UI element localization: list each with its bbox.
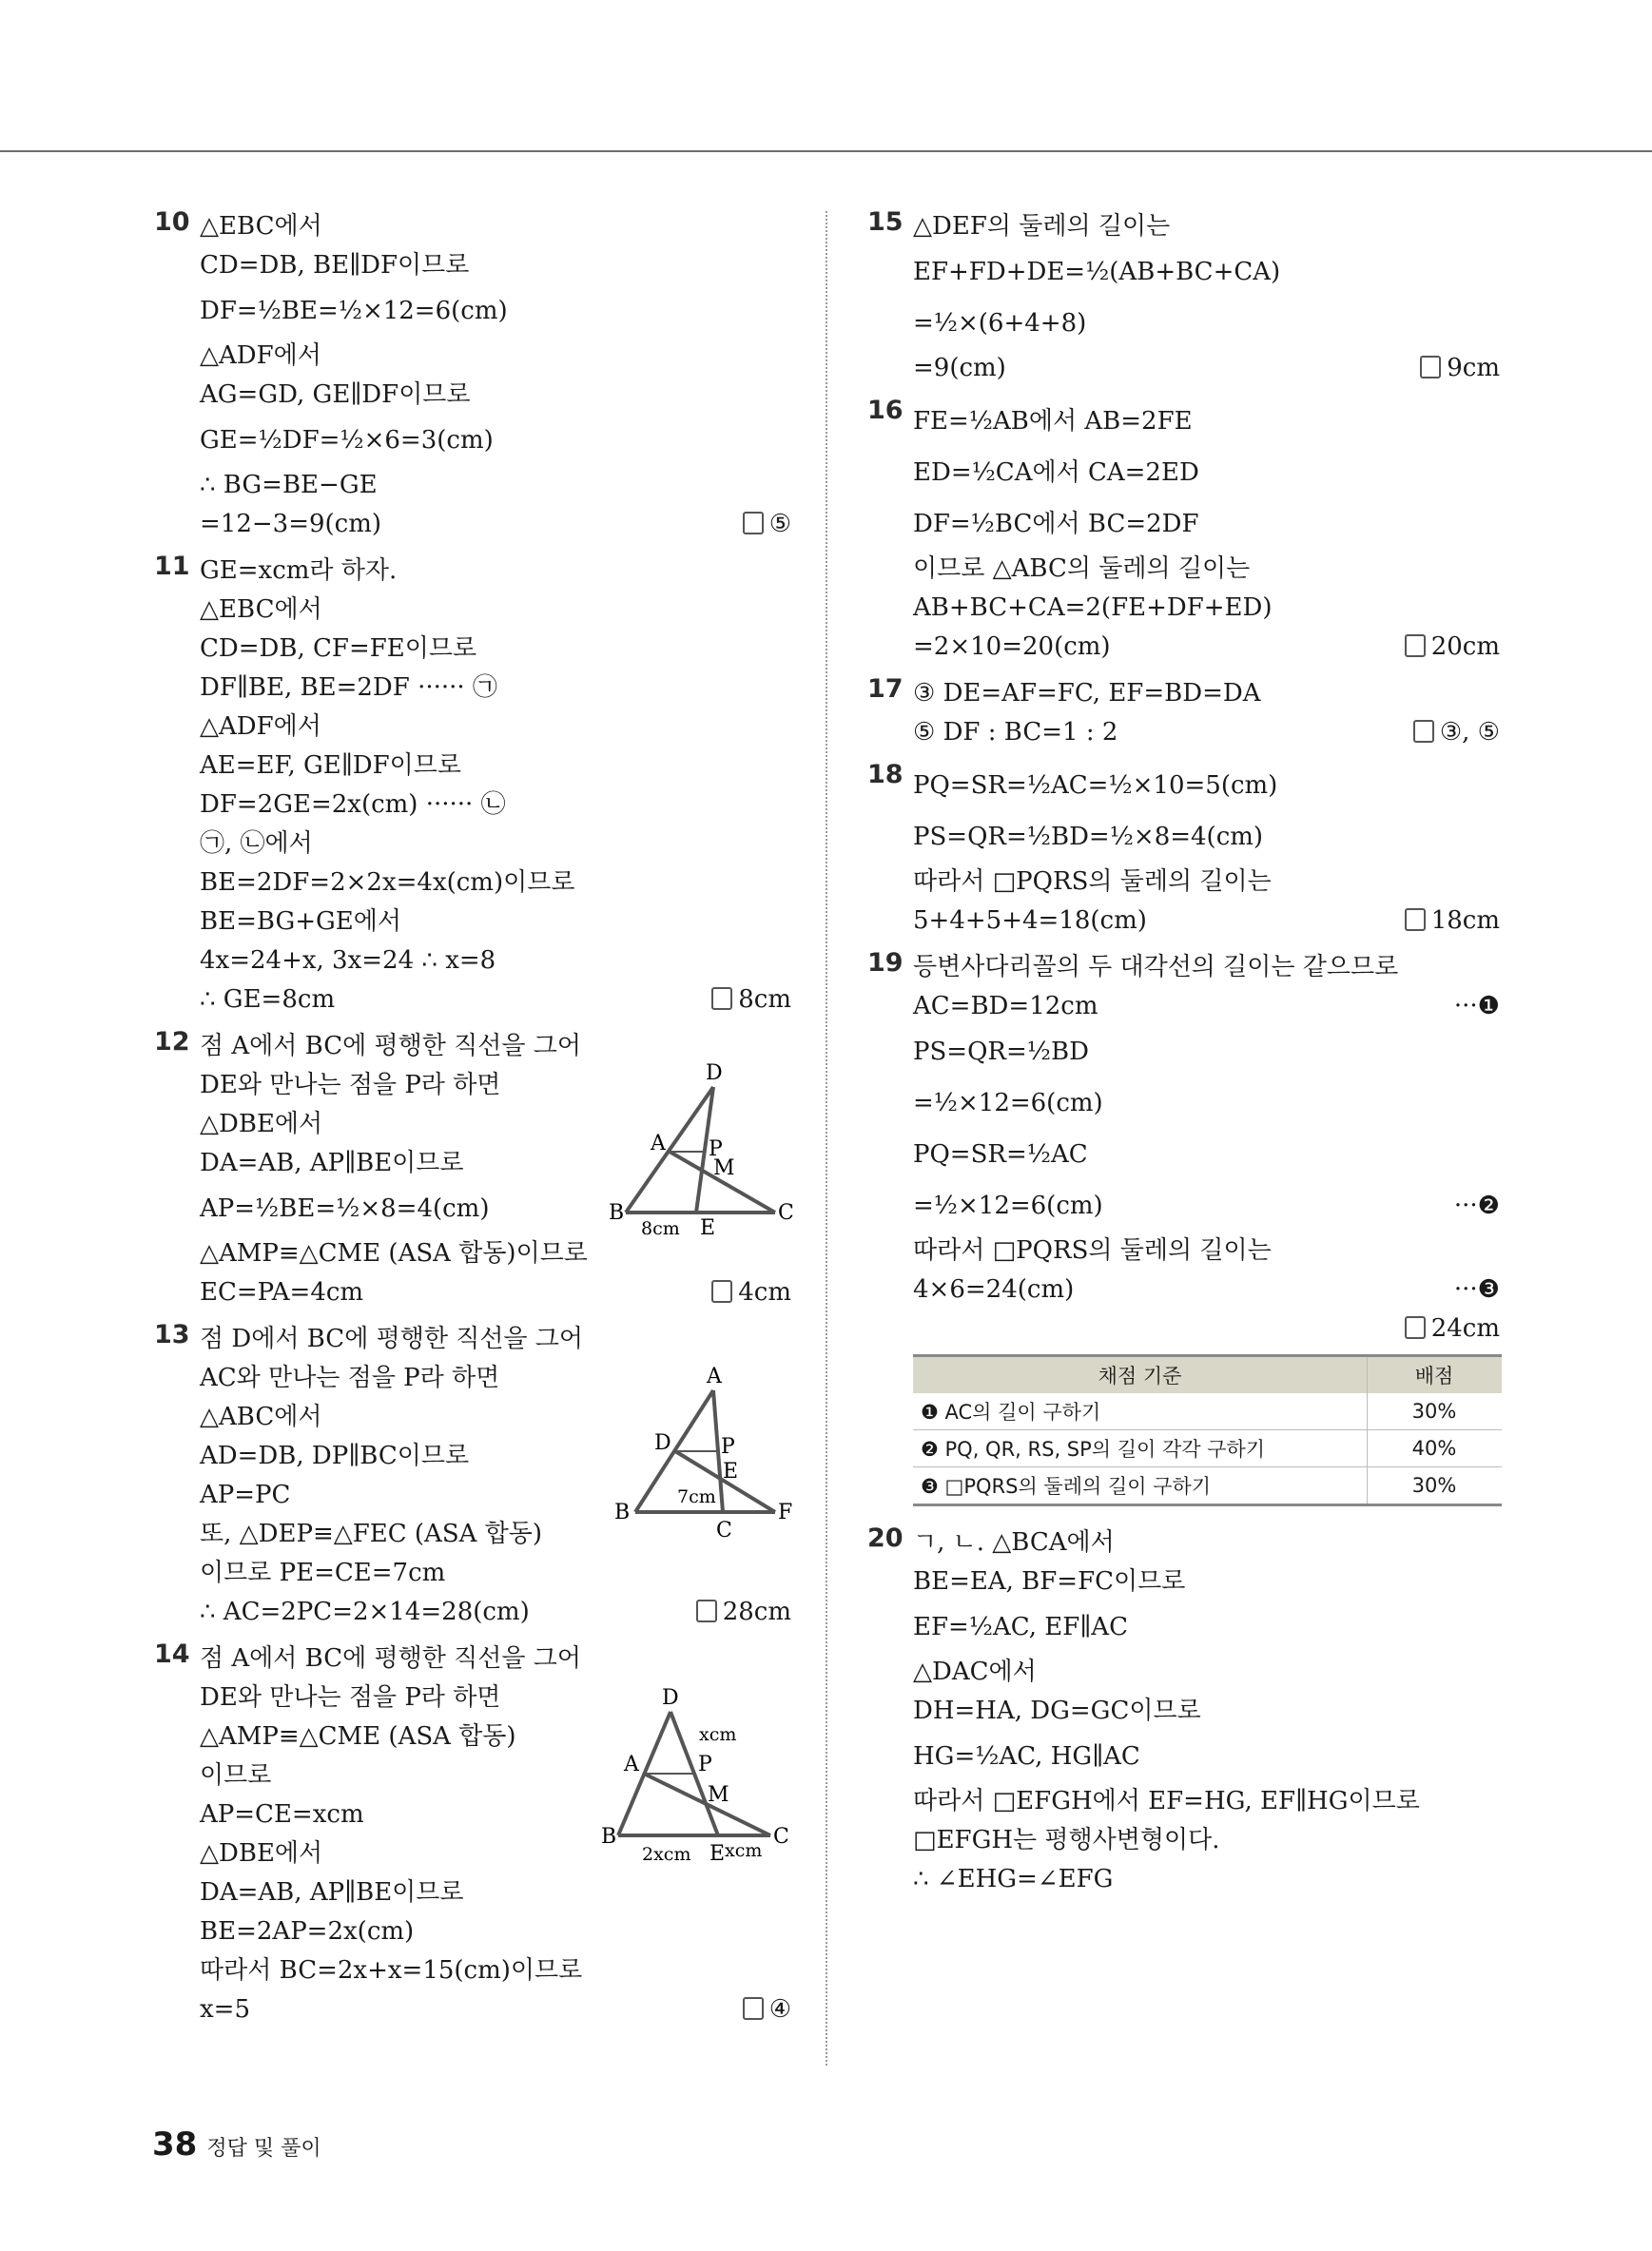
rubric-cell: 40% xyxy=(1368,1430,1503,1467)
answer xyxy=(1420,349,1500,388)
answer-value: ⑤ xyxy=(768,510,791,538)
figure-problem-13 xyxy=(609,1360,799,1550)
solution-text: △DEF의 둘레의 길이는 xyxy=(913,212,1171,241)
problem-number: 11 xyxy=(154,552,190,581)
solution-line xyxy=(913,1562,1500,1601)
answer-box-icon xyxy=(1405,634,1426,657)
answer xyxy=(1405,628,1500,667)
solution-line xyxy=(913,349,1500,388)
right-column xyxy=(867,207,1500,1907)
solution-text: EC=PA=4cm xyxy=(200,1278,364,1307)
solution-text: HG=½AC, HG∥AC xyxy=(913,1742,1140,1771)
solution-text: =12−3=9(cm) xyxy=(200,510,382,538)
solution-text: =2×10=20(cm) xyxy=(913,632,1111,661)
solution-text: BE=2DF=2×2x=4x(cm)이므로 xyxy=(200,868,575,897)
solution-line xyxy=(913,902,1500,941)
solution-text: =½×(6+4+8) xyxy=(913,309,1087,338)
problem-number: 20 xyxy=(867,1523,904,1553)
solution-text: 따라서 □PQRS의 둘레의 길이는 xyxy=(913,1236,1272,1265)
fig13-label-E: E xyxy=(723,1460,739,1484)
fig14-label-xcm-top: xcm xyxy=(699,1724,737,1745)
solution-line xyxy=(913,1782,1500,1821)
answer xyxy=(743,505,791,544)
problem-number: 13 xyxy=(154,1320,190,1349)
solution-text: 4×6=24(cm) xyxy=(913,1275,1075,1304)
answer-box-icon xyxy=(711,1280,732,1303)
answer-box-icon xyxy=(743,512,764,534)
figure-problem-12 xyxy=(609,1060,799,1251)
answer-value: ③, ⑤ xyxy=(1439,718,1500,747)
step-marker: ···❷ xyxy=(1453,1192,1500,1220)
solution-line xyxy=(200,825,791,864)
answer-value: ④ xyxy=(768,1995,791,2024)
solution-text: AP=½BE=½×8=4(cm) xyxy=(200,1194,490,1223)
problem-number: 12 xyxy=(154,1027,190,1057)
solution-text: ∴ BG=BE−GE xyxy=(200,471,378,499)
answer-box-icon xyxy=(1420,356,1441,378)
solution-line xyxy=(913,589,1500,628)
footer-label: 정답 및 풀이 xyxy=(206,2137,321,2161)
answer-value: 28cm xyxy=(722,1598,791,1626)
solution-text: ㉠, ㉡에서 xyxy=(200,829,313,858)
solution-text: PS=QR=½BD xyxy=(913,1038,1089,1066)
fig12-label-D: D xyxy=(706,1061,723,1085)
fig14-label-C: C xyxy=(773,1825,789,1849)
solution-line xyxy=(913,760,1500,811)
answer-value: 18cm xyxy=(1430,906,1500,935)
solution-line xyxy=(200,786,791,825)
answer-box-icon xyxy=(711,987,732,1010)
answer-value: 24cm xyxy=(1430,1314,1500,1343)
solution-text: =½×12=6(cm) xyxy=(913,1089,1103,1117)
problem-19 xyxy=(867,948,1500,1506)
solution-text: CD=DB, CF=FE이므로 xyxy=(200,634,477,663)
page-number: 38 xyxy=(152,2125,198,2164)
answer xyxy=(1413,713,1500,752)
problem-15 xyxy=(867,207,1500,388)
answer xyxy=(1405,1310,1500,1349)
solution-line xyxy=(200,902,791,941)
fig14-label-D: D xyxy=(662,1686,679,1710)
solution-text: △AMP≡△CME (ASA 합동)이므로 xyxy=(200,1239,588,1268)
solution-line xyxy=(913,1692,1500,1731)
problem-number: 14 xyxy=(154,1640,190,1669)
scoring-rubric-table xyxy=(913,1354,1502,1506)
solution-text: 점 D에서 BC에 평행한 직선을 그어 xyxy=(200,1325,584,1353)
solution-line xyxy=(200,708,791,747)
solution-text: DH=HA, DG=GC이므로 xyxy=(913,1697,1201,1725)
solution-text: ∴ GE=8cm xyxy=(200,985,336,1014)
solution-line xyxy=(913,863,1500,902)
problem-number: 18 xyxy=(867,760,904,789)
solution-line xyxy=(913,1232,1500,1271)
solution-line xyxy=(200,864,791,902)
solution-text: □EFGH는 평행사변형이다. xyxy=(913,1826,1220,1854)
solution-text: DA=AB, AP∥BE이므로 xyxy=(200,1149,464,1177)
solution-line xyxy=(200,1873,791,1912)
solution-line xyxy=(200,337,791,376)
fig14-label-B: B xyxy=(601,1825,617,1849)
solution-line xyxy=(913,1026,1500,1077)
solution-text: DA=AB, AP∥BE이므로 xyxy=(200,1878,464,1907)
problem-10 xyxy=(154,207,791,544)
solution-text: ∴ ∠EHG=∠EFG xyxy=(913,1865,1114,1893)
fig14-label-M: M xyxy=(708,1783,729,1807)
rubric-cell: 30% xyxy=(1368,1393,1503,1430)
solution-line xyxy=(913,1523,1500,1562)
solution-text: ③ DE=AF=FC, EF=BD=DA xyxy=(913,679,1261,708)
problem-18 xyxy=(867,760,1500,941)
fig12-label-C: C xyxy=(778,1201,794,1225)
solution-text: =½×12=6(cm) xyxy=(913,1192,1103,1220)
solution-line xyxy=(913,987,1500,1026)
solution-line xyxy=(200,1912,791,1951)
solution-line xyxy=(913,396,1500,447)
solution-text: CD=DB, BE∥DF이므로 xyxy=(200,251,470,280)
answer-value: 8cm xyxy=(738,985,791,1014)
solution-text: △AMP≡△CME (ASA 합동) xyxy=(200,1722,516,1751)
solution-line xyxy=(200,552,791,591)
problem-17 xyxy=(867,674,1500,752)
solution-line xyxy=(200,1554,791,1593)
solution-line xyxy=(200,207,791,246)
solution-text: △DBE에서 xyxy=(200,1839,323,1868)
solution-line xyxy=(913,447,1500,498)
solution-line xyxy=(913,713,1500,752)
solution-line xyxy=(200,246,791,285)
fig14-label-A: A xyxy=(624,1753,639,1776)
solution-text: 이므로 △ABC의 둘레의 길이는 xyxy=(913,554,1251,583)
solution-text: AG=GD, GE∥DF이므로 xyxy=(200,380,471,409)
solution-text: AC=BD=12cm xyxy=(913,992,1098,1020)
solution-text: AD=DB, DP∥BC이므로 xyxy=(200,1442,470,1470)
fig14-label-E: E xyxy=(709,1842,726,1866)
fig13-label-C: C xyxy=(716,1519,732,1543)
solution-line xyxy=(200,980,791,1019)
rubric-cell: ❷ PQ, QR, RS, SP의 길이 각각 구하기 xyxy=(913,1430,1368,1467)
fig12-label-M: M xyxy=(713,1156,735,1180)
fig12-label-A: A xyxy=(651,1132,666,1155)
solution-text: DF∥BE, BE=2DF ······ ㉠ xyxy=(200,673,497,702)
rubric-cell: ❸ □PQRS의 둘레의 길이 구하기 xyxy=(913,1467,1368,1505)
problem-number: 10 xyxy=(154,207,190,237)
solution-text: DF=½BE=½×12=6(cm) xyxy=(200,297,508,325)
fig14-label-2xcm: 2xcm xyxy=(642,1844,691,1865)
solution-text: BE=2AP=2x(cm) xyxy=(200,1917,415,1946)
solution-line xyxy=(200,1990,791,2029)
solution-line xyxy=(913,674,1500,713)
solution-line xyxy=(913,1129,1500,1180)
problem-number: 19 xyxy=(867,948,904,978)
solution-line xyxy=(913,948,1500,987)
fig13-label-F: F xyxy=(778,1501,793,1524)
answer-value: 20cm xyxy=(1430,632,1500,661)
answer-box-icon xyxy=(696,1600,717,1622)
solution-line xyxy=(913,628,1500,667)
solution-text: 이므로 PE=CE=7cm xyxy=(200,1559,446,1587)
solution-text: ㄱ, ㄴ. △BCA에서 xyxy=(913,1528,1115,1557)
fig12-label-B: B xyxy=(609,1201,625,1225)
solution-line xyxy=(913,1180,1500,1232)
table-row xyxy=(913,1467,1502,1505)
fig12-label-8cm: 8cm xyxy=(641,1218,680,1239)
solution-line xyxy=(200,1640,791,1679)
solution-line xyxy=(200,630,791,669)
solution-text: DF=½BC에서 BC=2DF xyxy=(913,510,1199,538)
answer xyxy=(743,1990,791,2029)
solution-text: AC와 만나는 점을 P라 하면 xyxy=(200,1364,500,1392)
fig13-label-D: D xyxy=(654,1431,671,1455)
solution-line xyxy=(200,1951,791,1990)
solution-text: x=5 xyxy=(200,1995,250,2024)
solution-line xyxy=(913,1860,1500,1899)
solution-line xyxy=(913,246,1500,298)
solution-text: 4x=24+x, 3x=24 ∴ x=8 xyxy=(200,946,496,975)
fig12-label-E: E xyxy=(700,1216,716,1240)
solution-line xyxy=(913,498,1500,550)
solution-text: AP=CE=xcm xyxy=(200,1800,364,1829)
solution-text: DF=2GE=2x(cm) ······ ㉡ xyxy=(200,790,506,819)
solution-line xyxy=(200,415,791,466)
solution-text: AB+BC+CA=2(FE+DF+ED) xyxy=(913,593,1273,622)
solution-text: EF=½AC, EF∥AC xyxy=(913,1613,1128,1641)
solution-text: △EBC에서 xyxy=(200,595,322,624)
solution-text: BE=EA, BF=FC이므로 xyxy=(913,1567,1186,1596)
solution-line xyxy=(913,1821,1500,1860)
answer-box-icon xyxy=(743,1997,764,2020)
table-row xyxy=(913,1393,1502,1430)
answer-value: 4cm xyxy=(738,1278,791,1307)
solution-text: △DBE에서 xyxy=(200,1110,323,1138)
answer-box-icon xyxy=(1413,720,1434,743)
problem-20 xyxy=(867,1523,1500,1899)
problem-number: 17 xyxy=(867,674,904,704)
solution-text: PQ=SR=½AC xyxy=(913,1140,1088,1169)
solution-text: GE=xcm라 하자. xyxy=(200,556,398,585)
fig13-label-P: P xyxy=(721,1435,735,1459)
rubric-cell: 30% xyxy=(1368,1467,1503,1505)
fig13-label-7cm: 7cm xyxy=(677,1486,716,1507)
solution-text: ⑤ DF : BC=1 : 2 xyxy=(913,718,1118,747)
solution-line xyxy=(200,1320,791,1359)
solution-line xyxy=(913,550,1500,589)
solution-text: △DAC에서 xyxy=(913,1658,1037,1686)
fig14-label-P: P xyxy=(698,1753,712,1776)
solution-text: EF+FD+DE=½(AB+BC+CA) xyxy=(913,258,1281,286)
solution-text: 또, △DEP≡△FEC (ASA 합동) xyxy=(200,1520,543,1548)
fig13-label-B: B xyxy=(614,1501,631,1524)
answer xyxy=(696,1593,791,1632)
rubric-header: 채점 기준 xyxy=(913,1356,1368,1394)
answer-value: 9cm xyxy=(1447,354,1500,382)
column-divider xyxy=(826,211,827,2066)
solution-line xyxy=(200,941,791,980)
answer xyxy=(1405,902,1500,941)
solution-line xyxy=(200,505,791,544)
fig14-label-xcm-bottom: xcm xyxy=(725,1840,763,1861)
solution-text: △ABC에서 xyxy=(200,1403,322,1431)
solution-text: AE=EF, GE∥DF이므로 xyxy=(200,751,462,780)
table-row xyxy=(913,1430,1502,1467)
solution-text: AP=PC xyxy=(200,1481,291,1509)
solution-line xyxy=(200,1273,791,1312)
answer-box-icon xyxy=(1405,1316,1426,1339)
solution-line xyxy=(913,207,1500,246)
solution-line xyxy=(913,1601,1500,1653)
figure-problem-14 xyxy=(599,1683,804,1873)
solution-line xyxy=(200,747,791,786)
solution-text: △EBC에서 xyxy=(200,212,322,241)
answer xyxy=(711,1273,791,1312)
solution-text: FE=½AB에서 AB=2FE xyxy=(913,407,1193,436)
solution-line xyxy=(913,1731,1500,1782)
problem-number: 15 xyxy=(867,207,904,237)
solution-line xyxy=(200,591,791,630)
solution-text: DE와 만나는 점을 P라 하면 xyxy=(200,1071,501,1099)
rubric-cell: ❶ AC의 길이 구하기 xyxy=(913,1393,1368,1430)
problem-16 xyxy=(867,396,1500,667)
solution-line xyxy=(200,285,791,337)
header-rule xyxy=(0,150,1652,152)
page-footer xyxy=(152,2125,321,2164)
solution-text: =9(cm) xyxy=(913,354,1006,382)
solution-line xyxy=(913,811,1500,863)
problem-number: 16 xyxy=(867,396,904,425)
solution-line xyxy=(200,1593,791,1632)
solution-text: 이므로 xyxy=(200,1761,272,1790)
fig13-label-A: A xyxy=(707,1365,722,1388)
solution-line xyxy=(913,1310,1500,1349)
rubric-header: 배점 xyxy=(1368,1356,1503,1394)
solution-text: 점 A에서 BC에 평행한 직선을 그어 xyxy=(200,1032,581,1060)
solution-line xyxy=(913,1077,1500,1129)
solution-text: 따라서 □EFGH에서 EF=HG, EF∥HG이므로 xyxy=(913,1787,1420,1815)
solution-line xyxy=(200,669,791,708)
solution-text: DE와 만나는 점을 P라 하면 xyxy=(200,1683,501,1712)
solution-text: PQ=SR=½AC=½×10=5(cm) xyxy=(913,771,1278,800)
solution-line xyxy=(200,466,791,505)
fig12-label-P: P xyxy=(709,1137,723,1161)
solution-text: 점 A에서 BC에 평행한 직선을 그어 xyxy=(200,1644,581,1673)
solution-text: GE=½DF=½×6=3(cm) xyxy=(200,426,494,455)
solution-text: 5+4+5+4=18(cm) xyxy=(913,906,1147,935)
solution-text: ∴ AC=2PC=2×14=28(cm) xyxy=(200,1598,530,1626)
solution-line xyxy=(913,1653,1500,1692)
solution-line xyxy=(913,1271,1500,1310)
step-marker: ···❶ xyxy=(1453,992,1500,1020)
solution-text: 따라서 □PQRS의 둘레의 길이는 xyxy=(913,867,1272,896)
answer-box-icon xyxy=(1405,908,1426,931)
answer xyxy=(711,980,791,1019)
solution-text: BE=BG+GE에서 xyxy=(200,907,401,936)
solution-line xyxy=(200,376,791,415)
solution-text: 따라서 BC=2x+x=15(cm)이므로 xyxy=(200,1956,583,1985)
solution-line xyxy=(913,298,1500,349)
solution-text: PS=QR=½BD=½×8=4(cm) xyxy=(913,823,1264,851)
step-marker: ···❸ xyxy=(1453,1275,1500,1304)
solution-text: ED=½CA에서 CA=2ED xyxy=(913,458,1199,487)
solution-text: △ADF에서 xyxy=(200,712,321,741)
solution-text: △ADF에서 xyxy=(200,341,321,370)
solution-text: 등변사다리꼴의 두 대각선의 길이는 같으므로 xyxy=(913,953,1399,981)
problem-11 xyxy=(154,552,791,1019)
